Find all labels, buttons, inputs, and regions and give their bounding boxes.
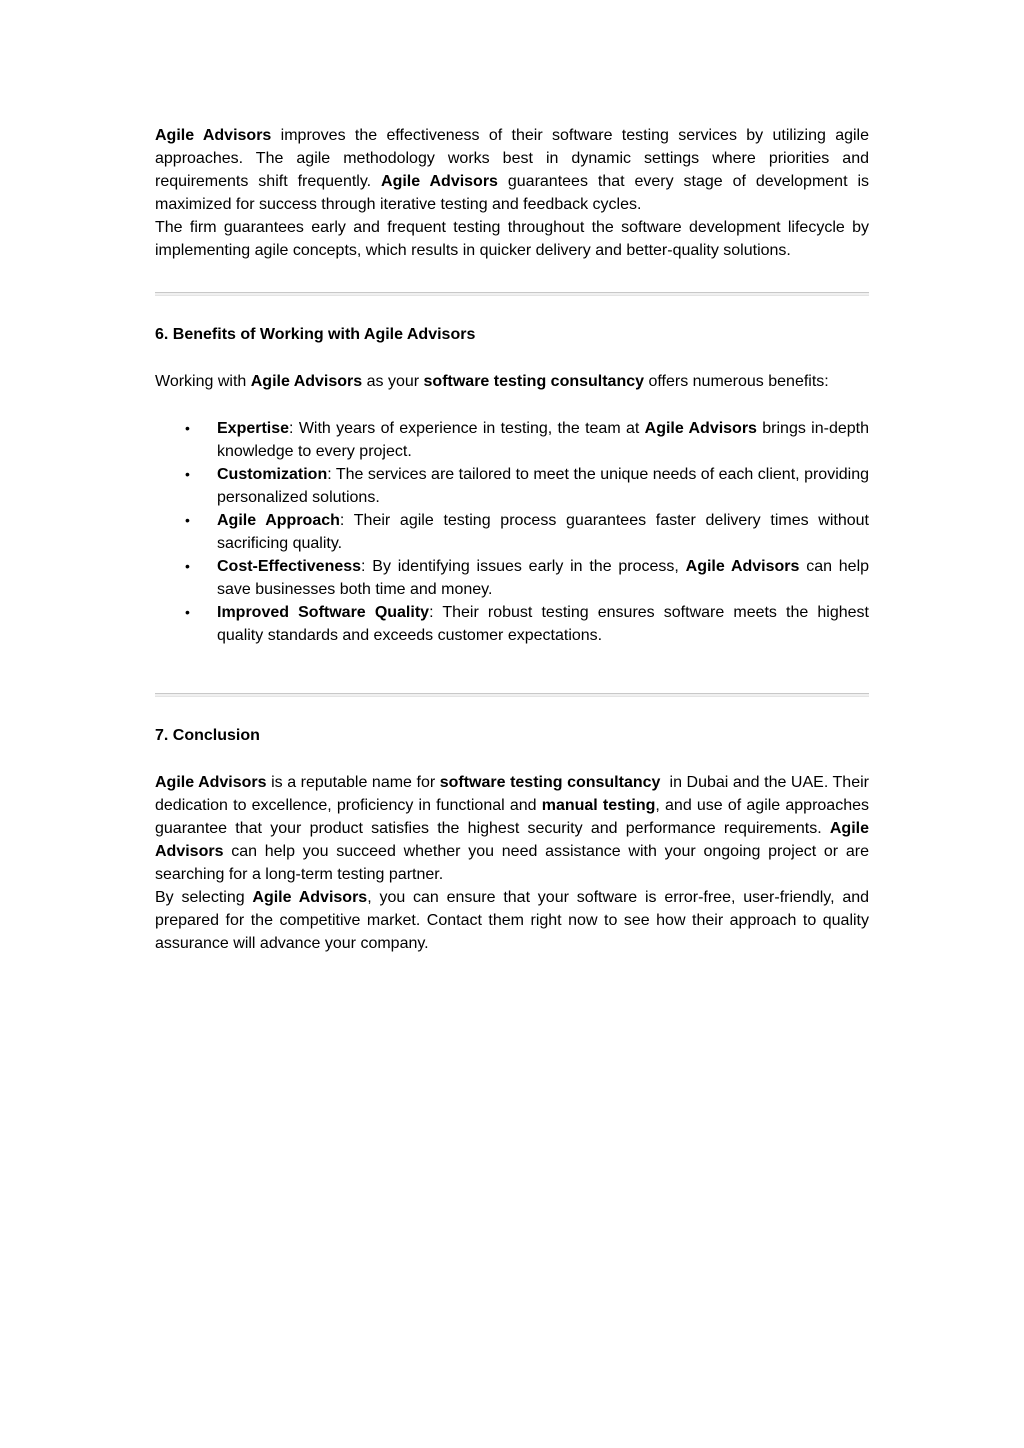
list-item-cost-effectiveness xyxy=(155,555,869,601)
service-name-bold: software testing consultancy xyxy=(423,373,645,390)
bullet-icon: • xyxy=(185,466,190,482)
paragraph-text: in Dubai and the UAE. Their dedication to excellence, proficiency in functional and xyxy=(155,774,874,814)
paragraph-text: , and use of agile approaches guarantee that your product satisfies the highest security and performance requirements. xyxy=(155,797,870,837)
document-page xyxy=(155,124,874,955)
company-name-bold: Agile Advisors xyxy=(155,127,272,144)
bullet-icon: • xyxy=(185,558,190,574)
company-name-bold: Agile Advisors xyxy=(252,889,368,906)
bullet-icon: • xyxy=(185,512,190,528)
benefit-term: Cost-Effectiveness xyxy=(217,558,362,575)
benefit-term: Expertise xyxy=(217,420,290,437)
paragraph-text: can help you succeed whether you need assistance with your ongoing project or are searching for a long-term testing partner. xyxy=(155,843,869,883)
benefit-text: : By identifying issues early in the process, xyxy=(361,558,686,575)
conclusion-paragraph-1 xyxy=(155,771,874,886)
benefit-text: : Their agile testing process guarantees faster delivery times without sacrificing quality. xyxy=(217,512,870,552)
company-name-bold: Agile Advisors xyxy=(155,774,267,791)
list-item-expertise xyxy=(155,417,869,463)
conclusion-paragraph-2 xyxy=(155,886,869,955)
section-6-heading: 6. Benefits of Working with Agile Advisors xyxy=(155,326,476,343)
section-7-heading: 7. Conclusion xyxy=(155,727,260,744)
benefit-text: : With years of experience in testing, the team at xyxy=(289,420,645,437)
company-name-bold: Agile Advisors xyxy=(381,173,498,190)
benefit-text: can help save businesses both time and money. xyxy=(217,558,870,598)
list-item-improved-quality xyxy=(155,601,869,647)
benefit-text: : The services are tailored to meet the unique needs of each client, providing personalized solutions. xyxy=(217,466,869,506)
section-6-intro xyxy=(155,370,869,393)
intro-paragraph-2: The firm guarantees early and frequent testing throughout the software development lifecycle by implementing agile concepts, which results in quicker delivery and better-quality solutions. xyxy=(155,219,869,259)
service-name-bold: manual testing xyxy=(541,797,656,814)
list-item-customization xyxy=(155,463,869,509)
benefit-term: Customization xyxy=(217,466,328,483)
company-name-bold: Agile Advisors xyxy=(250,373,363,390)
paragraph-text: as your xyxy=(362,373,424,390)
paragraph-text: is a reputable name for xyxy=(266,774,440,791)
benefits-list xyxy=(155,417,869,647)
company-name-bold: Agile Advisors xyxy=(155,820,869,860)
paragraph-text: Working with xyxy=(155,373,251,390)
bullet-icon: • xyxy=(185,420,190,436)
benefit-text: : Their robust testing ensures software meets the highest quality standards and exceeds customer expectations. xyxy=(217,604,870,644)
paragraph-text: offers numerous benefits: xyxy=(644,373,829,390)
paragraph-text: By selecting xyxy=(155,889,253,906)
company-name-bold: Agile Advisors xyxy=(685,558,800,575)
bullet-icon: • xyxy=(185,604,190,620)
paragraph-text: improves the effectiveness of their software testing services by utilizing agile approaches. The agile methodology works best in dynamic settings where priorities and requirements shift frequently. xyxy=(155,127,869,190)
benefit-term: Agile Approach xyxy=(217,512,340,529)
company-name-bold: Agile Advisors xyxy=(644,420,757,437)
benefit-text: brings in-depth knowledge to every project. xyxy=(217,420,869,460)
paragraph-text: , you can ensure that your software is error-free, user-friendly, and prepared for the competitive market. Contact them right now to see how their approach to quality assurance will advance your company. xyxy=(155,889,870,952)
service-name-bold: software testing consultancy xyxy=(439,774,661,791)
intro-paragraph-1 xyxy=(155,124,869,216)
paragraph-text: guarantees that every stage of development is maximized for success through iterative testing and feedback cycles. xyxy=(155,173,869,213)
benefit-term: Improved Software Quality xyxy=(217,604,430,621)
list-item-agile-approach xyxy=(155,509,869,555)
